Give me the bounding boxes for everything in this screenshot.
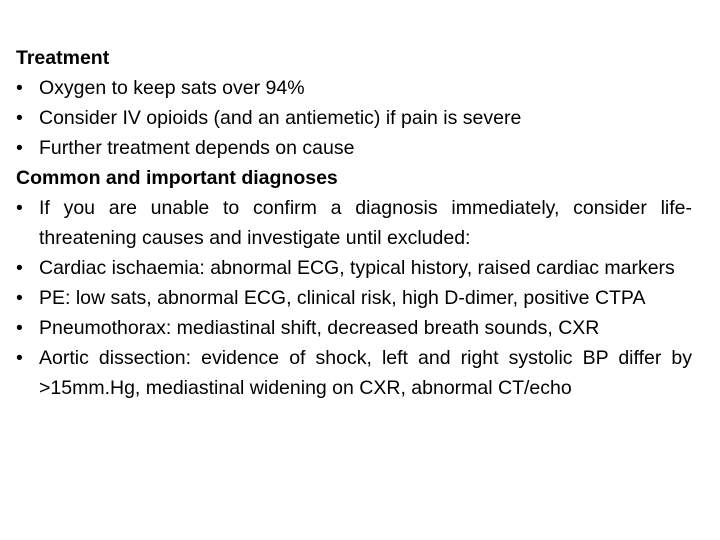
list-item (16, 133, 692, 163)
list-item-text: Further treatment depends on cause (39, 137, 355, 159)
list-item (16, 253, 692, 283)
bullet-icon: • (16, 197, 23, 219)
diagnoses-heading: Common and important diagnoses (16, 167, 338, 189)
treatment-heading: Treatment (16, 47, 110, 69)
list-item-text: Aortic dissection: evidence of shock, left and right systolic BP differ by >15mm.Hg, mediastinal widening on CXR, abnormal CT/echo (39, 347, 692, 399)
bullet-icon: • (16, 347, 23, 369)
bullet-icon: • (16, 287, 23, 309)
diagnoses-list (16, 193, 692, 403)
list-item (16, 193, 692, 253)
treatment-list (16, 73, 692, 163)
list-item-text: Oxygen to keep sats over 94% (39, 77, 305, 99)
list-item (16, 103, 692, 133)
list-item (16, 313, 692, 343)
list-item-text: Consider IV opioids (and an antiemetic) if pain is severe (39, 107, 522, 129)
list-item-text: Cardiac ischaemia: abnormal ECG, typical history, raised cardiac markers (39, 257, 675, 279)
list-item (16, 73, 692, 103)
list-item (16, 283, 692, 313)
list-item (16, 343, 692, 403)
bullet-icon: • (16, 317, 23, 339)
bullet-icon: • (16, 257, 23, 279)
list-item-text: Pneumothorax: mediastinal shift, decreased breath sounds, CXR (39, 317, 600, 339)
slide-content (16, 43, 692, 403)
bullet-icon: • (16, 77, 23, 99)
bullet-icon: • (16, 137, 23, 159)
bullet-icon: • (16, 107, 23, 129)
list-item-text: If you are unable to confirm a diagnosis immediately, consider life-threatening causes and investigate until excluded: (39, 197, 692, 249)
list-item-text: PE: low sats, abnormal ECG, clinical risk, high D-dimer, positive CTPA (39, 287, 646, 309)
